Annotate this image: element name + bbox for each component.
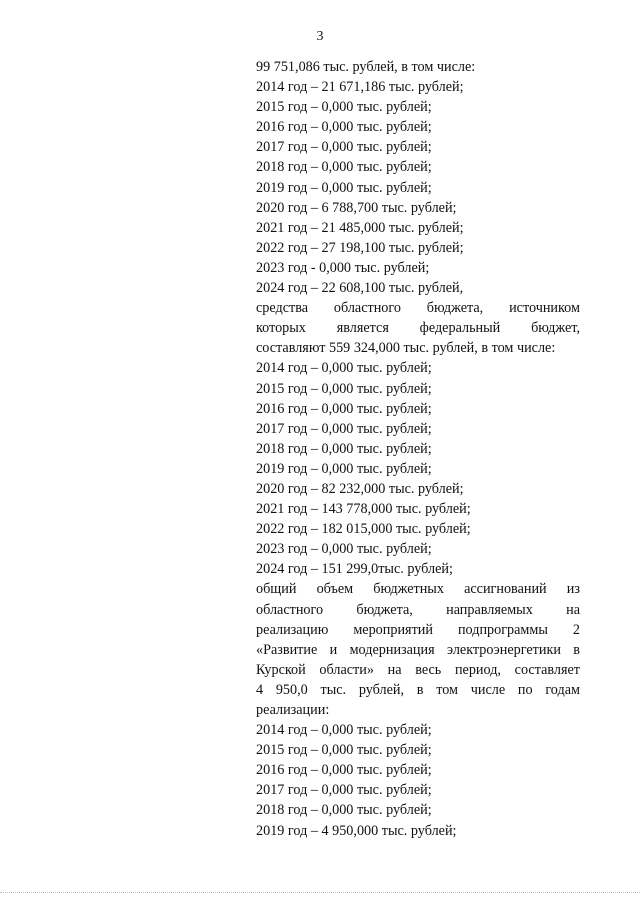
text-line: 99 751,086 тыс. рублей, в том числе: (256, 59, 476, 75)
text-line: реализации: (256, 702, 330, 718)
text-line: 2016 год – 0,000 тыс. рублей; (256, 762, 432, 779)
text-line: 2014 год – 21 671,186 тыс. рублей; (256, 79, 464, 96)
text-line: 2018 год – 0,000 тыс. рублей; (256, 440, 432, 457)
paragraph-line: средства областного бюджета, источником (256, 300, 580, 317)
paragraph-line: 4 950,0 тыс. рублей, в том числе по годам (256, 681, 580, 698)
paragraph-line: которых является федеральный бюджет, (256, 320, 580, 337)
text-line: 2020 год – 82 232,000 тыс. рублей; (256, 480, 464, 497)
text-line: 2019 год – 0,000 тыс. рублей; (256, 179, 432, 196)
text-line: 2017 год – 0,000 тыс. рублей; (256, 420, 432, 437)
text-line: 2018 год – 0,000 тыс. рублей; (256, 159, 432, 176)
text-line: 2019 год – 0,000 тыс. рублей; (256, 460, 432, 477)
text-line: 2023 год - 0,000 тыс. рублей; (256, 259, 430, 276)
scan-edge-divider (0, 892, 640, 893)
paragraph-line: «Развитие и модернизация электроэнергетики в (256, 641, 580, 658)
text-line: 2021 год – 21 485,000 тыс. рублей; (256, 219, 464, 236)
text-line: 2018 год – 0,000 тыс. рублей; (256, 802, 432, 819)
paragraph-line: Курской области» на весь период, составляет (256, 661, 580, 678)
text-line: 2022 год – 182 015,000 тыс. рублей; (256, 521, 471, 538)
text-line: 2021 год – 143 778,000 тыс. рублей; (256, 501, 471, 518)
text-line: 2015 год – 0,000 тыс. рублей; (256, 99, 432, 116)
text-line: 2015 год – 0,000 тыс. рублей; (256, 380, 432, 397)
text-line: 2024 год – 151 299,0тыс. рублей; (256, 561, 453, 578)
page-number: 3 (316, 29, 324, 44)
text-line: 2017 год – 0,000 тыс. рублей; (256, 139, 432, 156)
text-line: 2014 год – 0,000 тыс. рублей; (256, 722, 432, 739)
text-line: 2016 год – 0,000 тыс. рублей; (256, 119, 432, 136)
text-line: 2023 год – 0,000 тыс. рублей; (256, 541, 432, 558)
text-line: 2015 год – 0,000 тыс. рублей; (256, 742, 432, 759)
text-line: 2022 год – 27 198,100 тыс. рублей; (256, 239, 464, 256)
paragraph-line: областного бюджета, направляемых на (256, 601, 580, 618)
text-line: 2014 год – 0,000 тыс. рублей; (256, 360, 432, 377)
text-line: составляют 559 324,000 тыс. рублей, в том числе: (256, 340, 556, 357)
paragraph-line: общий объем бюджетных ассигнований из (256, 581, 580, 598)
text-line: 2020 год – 6 788,700 тыс. рублей; (256, 199, 457, 216)
paragraph-line: реализацию мероприятий подпрограммы 2 (256, 621, 580, 638)
document-body (256, 57, 580, 841)
text-line: 2024 год – 22 608,100 тыс. рублей, (256, 280, 464, 297)
text-line: 2019 год – 4 950,000 тыс. рублей; (256, 822, 457, 839)
text-line: 2017 год – 0,000 тыс. рублей; (256, 782, 432, 799)
text-line: 2016 год – 0,000 тыс. рублей; (256, 400, 432, 417)
